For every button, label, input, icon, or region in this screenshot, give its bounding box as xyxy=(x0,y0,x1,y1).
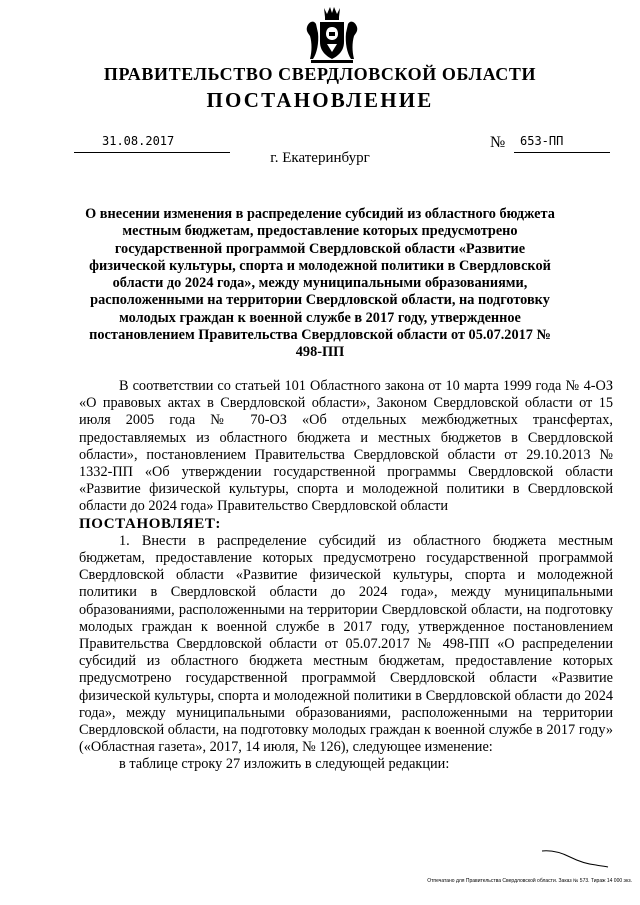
document-body xyxy=(79,378,613,774)
city-name: г. Екатеринбург xyxy=(270,150,370,166)
resolves-heading: ПОСТАНОВЛЯЕТ: xyxy=(79,515,222,532)
document-subject: О внесении изменения в распределение субсидий из областного бюджета местным бюджетам, предоставление которых предусмотрено государственной программой Свердловской области «Развитие физической культуры, спорта и молодежной политики в Свердловской области до 2024 года», между муниципальными образованиями, расположенными на территории Свердловской области, на подготовку молодых граждан к военной службе в 2017 году, утвержденное постановлением Правительства Свердловской области от 05.07.2017 № 498-ПП xyxy=(85,206,555,361)
government-name: ПРАВИТЕЛЬСТВО СВЕРДЛОВСКОЙ ОБЛАСТИ xyxy=(103,64,537,84)
document-number: 653-ПП xyxy=(520,134,564,148)
coat-of-arms-emblem xyxy=(303,5,361,65)
print-footer-note: Отпечатано для Правительства Свердловской области. Заказ № 573. Тираж 14 000 экз. xyxy=(427,878,632,884)
item-1-detail-paragraph: в таблице строку 27 изложить в следующей редакции: xyxy=(119,756,450,773)
document-date: 31.08.2017 xyxy=(102,134,175,148)
number-label: № xyxy=(490,134,506,151)
document-type: ПОСТАНОВЛЕНИЕ xyxy=(206,88,434,112)
preamble-paragraph: В соответствии со статьей 101 Областного закона от 10 марта 1999 года № 4-ОЗ «О правовых актах в Свердловской области», Законом Свердловской области от 15 июля 2005 года № 70-ОЗ «Об отдельных межбюджетных трансфертах, предоставляемых из областного бюджета и местных бюджетов в Свердловской области», постановлением Правительства Свердловской области от 29.10.2013 № 1332-ПП «Об утверждении государственной программы Свердловской области «Развитие физической культуры, спорта и молодежной политики в Свердловской области до 2024 года» Правительство Свердловской области xyxy=(79,378,613,515)
item-1-paragraph: 1. Внести в распределение субсидий из областного бюджета местным бюджетам, предоставление которых предусмотрено государственной программой Свердловской области «Развитие физической культуры, спорта и молодежной политики в Свердловской области до 2024 года», между муниципальными образованиями, расположенными на территории Свердловской области, на подготовку молодых граждан к военной службе в 2017 году, утвержденное постановлением Правительства Свердловской области от 05.07.2017 № 498-ПП «О распределении субсидий из областного бюджета местным бюджетам, предоставление которых предусмотрено государственной программой Свердловской области «Развитие физической культуры, спорта и молодежной политики в Свердловской области до 2024 года», между муниципальными образованиями, расположенными на территории Свердловской области, на подготовку молодых граждан к военной службе в 2017 году» («Областная газета», 2017, 14 июля, № 126), следующее изменение: xyxy=(79,532,613,756)
signature-mark xyxy=(540,845,610,871)
